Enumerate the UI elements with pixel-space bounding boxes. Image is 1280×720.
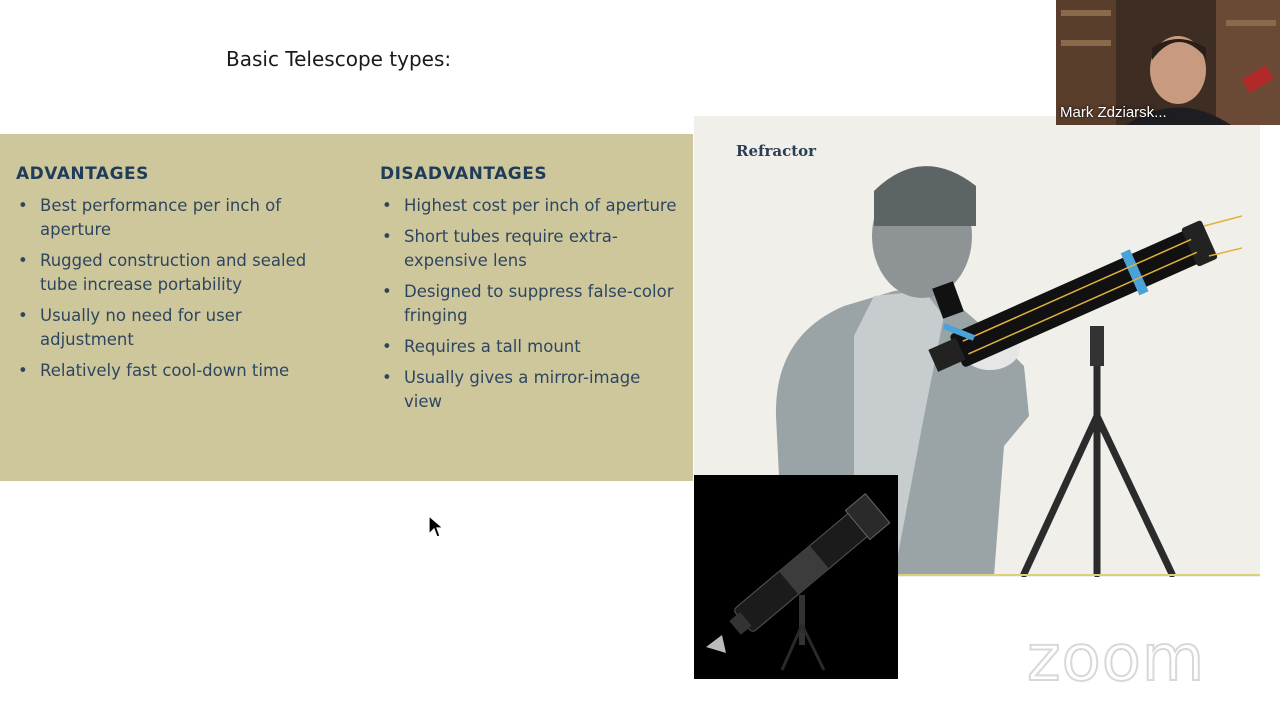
pros-cons-panel	[0, 134, 693, 481]
disadvantages-list	[380, 194, 680, 414]
mouse-cursor-icon	[428, 515, 444, 539]
advantages-list	[16, 194, 316, 383]
zoom-watermark: zoom	[1027, 622, 1206, 696]
list-item: • Rugged construction and sealed tube increase portability	[16, 249, 316, 297]
list-item: • Short tubes require extra-expensive lens	[380, 225, 680, 273]
illustration-label: Refractor	[736, 142, 817, 160]
disadvantages-column	[380, 164, 680, 421]
advantages-heading: ADVANTAGES	[16, 164, 149, 184]
list-item: • Usually no need for user adjustment	[16, 304, 316, 352]
list-item: • Usually gives a mirror-image view	[380, 366, 680, 414]
advantages-column	[16, 164, 316, 390]
disadvantages-heading: DISADVANTAGES	[380, 164, 548, 184]
slide-title: Basic Telescope types:	[226, 47, 452, 71]
participant-name: Mark Zdziarsk...	[1060, 104, 1167, 121]
participant-video-tile[interactable]	[1056, 0, 1280, 125]
list-item: • Best performance per inch of aperture	[16, 194, 316, 242]
list-item: • Relatively fast cool-down time	[16, 359, 316, 383]
telescope-photo	[694, 475, 898, 679]
list-item: • Highest cost per inch of aperture	[380, 194, 680, 218]
telescope-photo-drawing	[694, 475, 898, 679]
list-item: • Requires a tall mount	[380, 335, 680, 359]
list-item: • Designed to suppress false-color fringing	[380, 280, 680, 328]
